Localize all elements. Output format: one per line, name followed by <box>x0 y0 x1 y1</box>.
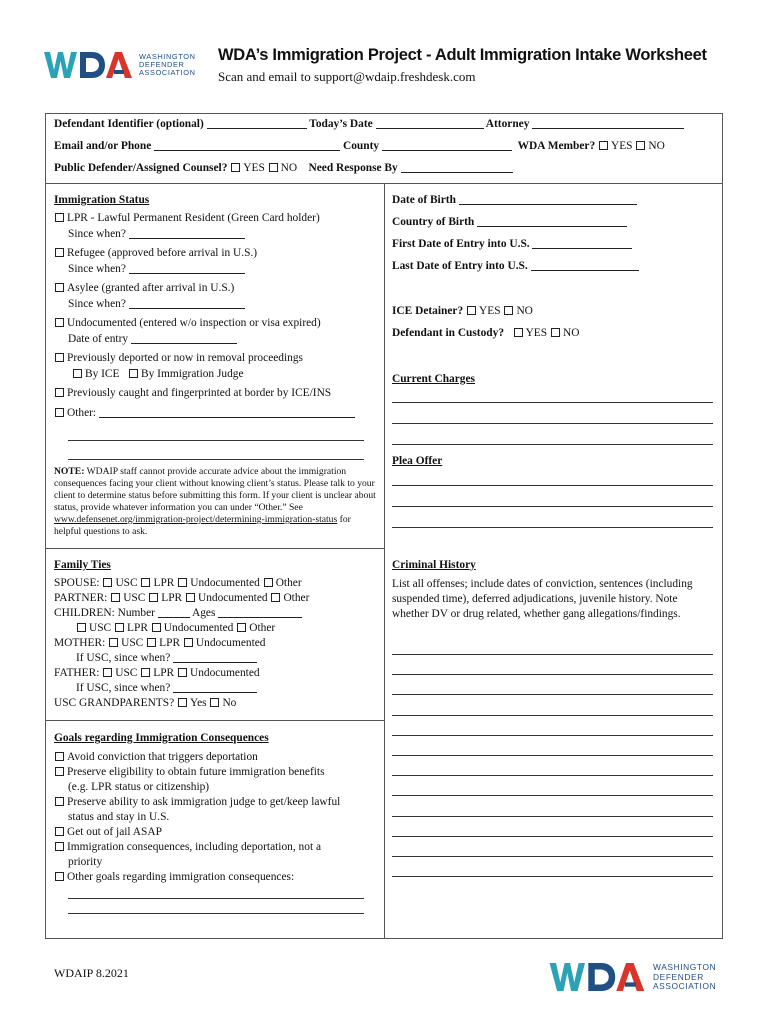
wda-member-yes-checkbox[interactable] <box>599 141 608 150</box>
grandparents-yes-label: Yes <box>190 697 207 709</box>
custody-yes-checkbox[interactable] <box>514 328 523 337</box>
criminal-history-line[interactable] <box>392 694 713 695</box>
goal-6 <box>54 870 294 885</box>
other-status-line-3[interactable] <box>68 459 364 460</box>
note-link[interactable]: www.defensenet.org/immigration-project/determining-immigration-status <box>54 514 338 525</box>
undocumented-checkbox[interactable] <box>55 318 64 327</box>
ice-detainer-label: ICE Detainer? <box>392 305 464 317</box>
note-text: WDAIP staff cannot provide accurate advice about the immigration consequences facing your client without knowing client’s status. Please talk to your client to determine status before submitting this form. If your client is unclear about status, provide whatever information you can under “Other.” See <box>54 466 376 513</box>
goal-6-label: Other goals regarding immigration consequences: <box>67 871 295 883</box>
children-number-label: Number <box>117 607 155 619</box>
status-deported-by <box>72 367 244 382</box>
dob-label: Date of Birth <box>392 194 456 206</box>
top-row-3 <box>54 161 513 176</box>
plea-line-2[interactable] <box>392 506 713 507</box>
page-title: WDA’s Immigration Project - Adult Immigration Intake Worksheet <box>218 46 707 64</box>
partner-other-label: Other <box>283 592 310 604</box>
father-if-usc-label: If USC, since when? <box>76 682 171 694</box>
mother-if-usc-field[interactable] <box>173 652 257 663</box>
first-entry-row <box>392 237 632 252</box>
mother-lpr-label: LPR <box>159 637 181 649</box>
children-usc-label: USC <box>89 622 112 634</box>
page-subtitle: Scan and email to support@wdaip.freshdesk.com <box>218 69 476 84</box>
last-entry-label: Last Date of Entry into U.S. <box>392 260 528 272</box>
children-undocumented-checkbox[interactable] <box>152 623 161 632</box>
public-defender-no-label: NO <box>280 162 298 174</box>
refugee-checkbox[interactable] <box>55 248 64 257</box>
spouse-usc-label: USC <box>115 577 138 589</box>
last-entry-row <box>392 259 639 274</box>
criminal-history-heading: Criminal History <box>392 559 476 571</box>
children-number-field[interactable] <box>158 607 190 618</box>
date-of-entry-label: Date of entry <box>68 333 129 345</box>
children-usc-checkbox[interactable] <box>77 623 86 632</box>
wda-member-no-checkbox[interactable] <box>636 141 645 150</box>
criminal-history-line[interactable] <box>392 856 713 857</box>
top-row-1 <box>54 117 684 132</box>
goal-5 <box>54 840 321 855</box>
caught-label: Previously caught and fingerprinted at border by ICE/INS <box>67 387 332 399</box>
custody-no-checkbox[interactable] <box>551 328 560 337</box>
by-ice-checkbox[interactable] <box>73 369 82 378</box>
plea-line-3[interactable] <box>392 527 713 528</box>
country-label: Country of Birth <box>392 216 475 228</box>
charges-line-1[interactable] <box>392 402 713 403</box>
footer-wda-logo-mark <box>548 963 648 991</box>
defendant-id-field[interactable] <box>207 118 307 129</box>
lpr-checkbox[interactable] <box>55 213 64 222</box>
attorney-label: Attorney <box>485 118 530 130</box>
criminal-history-instructions: List all offenses; include dates of conviction, sentences (including suspended time), deferred adjudications, juvenile history. Note whether DV or drug related, whether gang allegations/findings. <box>392 578 693 620</box>
goal-4 <box>54 825 162 840</box>
partner-lpr-checkbox[interactable] <box>149 593 158 602</box>
children-lpr-label: LPR <box>127 622 148 634</box>
mother-lpr-checkbox[interactable] <box>147 638 156 647</box>
grandparents-row <box>54 696 236 711</box>
county-label: County <box>342 140 380 152</box>
other-status-checkbox[interactable] <box>55 408 64 417</box>
spouse-lpr-checkbox[interactable] <box>141 578 150 587</box>
asylee-label: Asylee (granted after arrival in U.S.) <box>67 282 235 294</box>
children-label: CHILDREN: <box>54 607 115 619</box>
goal-2 <box>54 765 325 780</box>
plea-offer-heading: Plea Offer <box>392 455 443 467</box>
wda-logo-mark <box>44 52 134 78</box>
ice-detainer-no-checkbox[interactable] <box>504 306 513 315</box>
goal-5-label: Immigration consequences, including deportation, not a <box>67 841 322 853</box>
goal-4-label: Get out of jail ASAP <box>67 826 162 838</box>
criminal-history-line[interactable] <box>392 876 713 877</box>
criminal-history-line[interactable] <box>392 795 713 796</box>
spouse-row <box>54 576 302 591</box>
goal-1 <box>54 750 258 765</box>
mother-label: MOTHER: <box>54 637 106 649</box>
spouse-lpr-label: LPR <box>153 577 175 589</box>
partner-undocumented-label: Undocumented <box>197 592 268 604</box>
date-of-entry-field[interactable] <box>131 333 237 344</box>
status-refugee <box>54 246 257 261</box>
goal-2-checkbox[interactable] <box>55 767 64 776</box>
goal-6-checkbox[interactable] <box>55 872 64 881</box>
need-response-label: Need Response By <box>308 162 398 174</box>
father-row <box>54 666 260 681</box>
ice-detainer-yes-checkbox[interactable] <box>467 306 476 315</box>
status-note <box>54 466 376 538</box>
ice-detainer-row <box>392 304 533 319</box>
spouse-label: SPOUSE: <box>54 577 100 589</box>
grandparents-label: USC GRANDPARENTS? <box>54 697 175 709</box>
divider-left-1 <box>45 548 384 549</box>
status-asylee <box>54 281 234 296</box>
country-field[interactable] <box>477 216 627 227</box>
criminal-history-line[interactable] <box>392 755 713 756</box>
immigration-status-heading: Immigration Status <box>54 194 150 206</box>
by-judge-label: By Immigration Judge <box>141 368 244 380</box>
country-row <box>392 215 627 230</box>
custody-row <box>392 326 579 341</box>
goal-3 <box>54 795 340 810</box>
partner-row <box>54 591 309 606</box>
wda-logo-text: WASHINGTON DEFENDER ASSOCIATION <box>139 52 196 77</box>
charges-line-3[interactable] <box>392 444 713 445</box>
custody-yes-label: YES <box>525 327 548 339</box>
criminal-history-line[interactable] <box>392 674 713 675</box>
father-if-usc-field[interactable] <box>173 682 257 693</box>
since-when-label: Since when? <box>68 263 126 275</box>
father-undocumented-checkbox[interactable] <box>178 668 187 677</box>
father-usc-row <box>76 681 257 696</box>
public-defender-no-checkbox[interactable] <box>269 163 278 172</box>
children-other-label: Other <box>249 622 276 634</box>
dob-field[interactable] <box>459 194 637 205</box>
children-ages-field[interactable] <box>218 607 302 618</box>
status-other <box>54 406 355 421</box>
divider-vertical <box>384 183 385 939</box>
mother-usc-row <box>76 651 257 666</box>
mother-usc-label: USC <box>121 637 144 649</box>
custody-no-label: NO <box>562 327 580 339</box>
criminal-history-line[interactable] <box>392 715 713 716</box>
partner-lpr-label: LPR <box>161 592 183 604</box>
goal-3-checkbox[interactable] <box>55 797 64 806</box>
goals-other-line-2[interactable] <box>68 913 364 914</box>
other-status-field[interactable] <box>99 407 355 418</box>
other-status-label: Other: <box>67 407 97 419</box>
charges-line-2[interactable] <box>392 423 713 424</box>
divider-left-2 <box>45 720 384 721</box>
partner-label: PARTNER: <box>54 592 108 604</box>
criminal-history-line[interactable] <box>392 816 713 817</box>
top-row-2 <box>54 139 665 154</box>
note-tail: for helpful questions to ask. <box>54 514 351 537</box>
status-lpr-since <box>68 227 245 242</box>
status-deported <box>54 351 303 366</box>
partner-usc-label: USC <box>123 592 146 604</box>
partner-usc-checkbox[interactable] <box>111 593 120 602</box>
goal-1-label: Avoid conviction that triggers deportation <box>67 751 258 763</box>
father-undocumented-label: Undocumented <box>190 667 260 679</box>
mother-if-usc-label: If USC, since when? <box>76 652 171 664</box>
goals-heading: Goals regarding Immigration Consequences <box>54 732 269 744</box>
first-entry-field[interactable] <box>532 238 632 249</box>
refugee-since-field[interactable] <box>129 263 245 274</box>
wda-member-label: WDA Member? <box>517 140 596 152</box>
attorney-field[interactable] <box>532 118 684 129</box>
father-usc-checkbox[interactable] <box>103 668 112 677</box>
status-asylee-since <box>68 297 245 312</box>
wda-logo <box>44 52 196 78</box>
since-when-label: Since when? <box>68 228 126 240</box>
note-label: NOTE: <box>54 466 85 477</box>
other-status-line-2[interactable] <box>68 440 364 441</box>
email-phone-label: Email and/or Phone <box>54 140 152 152</box>
deported-label: Previously deported or now in removal proceedings <box>67 352 303 364</box>
family-ties-heading: Family Ties <box>54 559 111 571</box>
status-refugee-since <box>68 262 245 277</box>
children-lpr-checkbox[interactable] <box>115 623 124 632</box>
public-defender-yes-label: YES <box>243 162 265 174</box>
father-usc-label: USC <box>115 667 138 679</box>
public-defender-yes-checkbox[interactable] <box>231 163 240 172</box>
spouse-other-checkbox[interactable] <box>264 578 273 587</box>
goal-5-checkbox[interactable] <box>55 842 64 851</box>
goal-1-checkbox[interactable] <box>55 752 64 761</box>
wda-member-yes-label: YES <box>611 140 633 152</box>
goal-4-checkbox[interactable] <box>55 827 64 836</box>
public-defender-label: Public Defender/Assigned Counsel? <box>54 162 228 174</box>
caught-checkbox[interactable] <box>55 388 64 397</box>
dob-row <box>392 193 637 208</box>
asylee-checkbox[interactable] <box>55 283 64 292</box>
father-lpr-checkbox[interactable] <box>141 668 150 677</box>
lpr-since-field[interactable] <box>129 228 245 239</box>
mother-undocumented-checkbox[interactable] <box>184 638 193 647</box>
spouse-undocumented-label: Undocumented <box>190 577 260 589</box>
deported-checkbox[interactable] <box>55 353 64 362</box>
todays-date-label: Today’s Date <box>309 118 373 130</box>
mother-undocumented-label: Undocumented <box>195 637 266 649</box>
partner-other-checkbox[interactable] <box>271 593 280 602</box>
last-entry-field[interactable] <box>531 260 639 271</box>
footer-code: WDAIP 8.2021 <box>54 966 129 980</box>
defendant-id-label: Defendant Identifier (optional) <box>54 118 204 130</box>
children-undocumented-label: Undocumented <box>163 622 234 634</box>
need-response-field[interactable] <box>401 162 513 173</box>
spouse-usc-checkbox[interactable] <box>103 578 112 587</box>
plea-line-1[interactable] <box>392 485 713 486</box>
goal-3-label: Preserve ability to ask immigration judge to get/keep lawful <box>67 796 341 808</box>
county-field[interactable] <box>382 140 512 151</box>
refugee-label: Refugee (approved before arrival in U.S.) <box>67 247 258 259</box>
goal-2-cont: (e.g. LPR status or citizenship) <box>68 781 210 793</box>
criminal-history-line[interactable] <box>392 775 713 776</box>
status-lpr <box>54 211 320 226</box>
father-label: FATHER: <box>54 667 100 679</box>
children-ages-label: Ages <box>192 607 216 619</box>
asylee-since-field[interactable] <box>129 298 245 309</box>
current-charges-heading: Current Charges <box>392 373 475 385</box>
goal-5-cont: priority <box>68 856 103 868</box>
status-caught <box>54 386 331 401</box>
mother-row <box>54 636 266 651</box>
first-entry-label: First Date of Entry into U.S. <box>392 238 530 250</box>
spouse-undocumented-checkbox[interactable] <box>178 578 187 587</box>
by-ice-label: By ICE <box>85 368 120 380</box>
criminal-history-line[interactable] <box>392 735 713 736</box>
ice-detainer-no-label: NO <box>516 305 533 317</box>
email-phone-field[interactable] <box>154 140 340 151</box>
partner-undocumented-checkbox[interactable] <box>186 593 195 602</box>
children-status-row <box>76 621 275 636</box>
undocumented-label: Undocumented (entered w/o inspection or visa expired) <box>67 317 321 329</box>
father-lpr-label: LPR <box>153 667 175 679</box>
mother-usc-checkbox[interactable] <box>109 638 118 647</box>
footer-wda-logo <box>548 963 716 992</box>
goal-3-cont: status and stay in U.S. <box>68 811 170 823</box>
status-date-of-entry <box>68 332 237 347</box>
grandparents-no-label: No <box>222 697 237 709</box>
goals-other-line-1[interactable] <box>68 898 364 899</box>
grandparents-no-checkbox[interactable] <box>210 698 219 707</box>
ice-detainer-yes-label: YES <box>479 305 501 317</box>
wda-member-no-label: NO <box>648 140 665 152</box>
by-judge-checkbox[interactable] <box>129 369 138 378</box>
status-undocumented <box>54 316 321 331</box>
grandparents-yes-checkbox[interactable] <box>178 698 187 707</box>
since-when-label: Since when? <box>68 298 126 310</box>
custody-label: Defendant in Custody? <box>392 327 505 339</box>
todays-date-field[interactable] <box>376 118 484 129</box>
criminal-history-line[interactable] <box>392 836 713 837</box>
lpr-label: LPR - Lawful Permanent Resident (Green Card holder) <box>67 212 320 224</box>
children-other-checkbox[interactable] <box>237 623 246 632</box>
footer-wda-logo-text: WASHINGTON DEFENDER ASSOCIATION <box>653 962 717 991</box>
criminal-history-line[interactable] <box>392 654 713 655</box>
children-row <box>54 606 302 621</box>
spouse-other-label: Other <box>275 577 302 589</box>
goal-2-label: Preserve eligibility to obtain future immigration benefits <box>67 766 325 778</box>
